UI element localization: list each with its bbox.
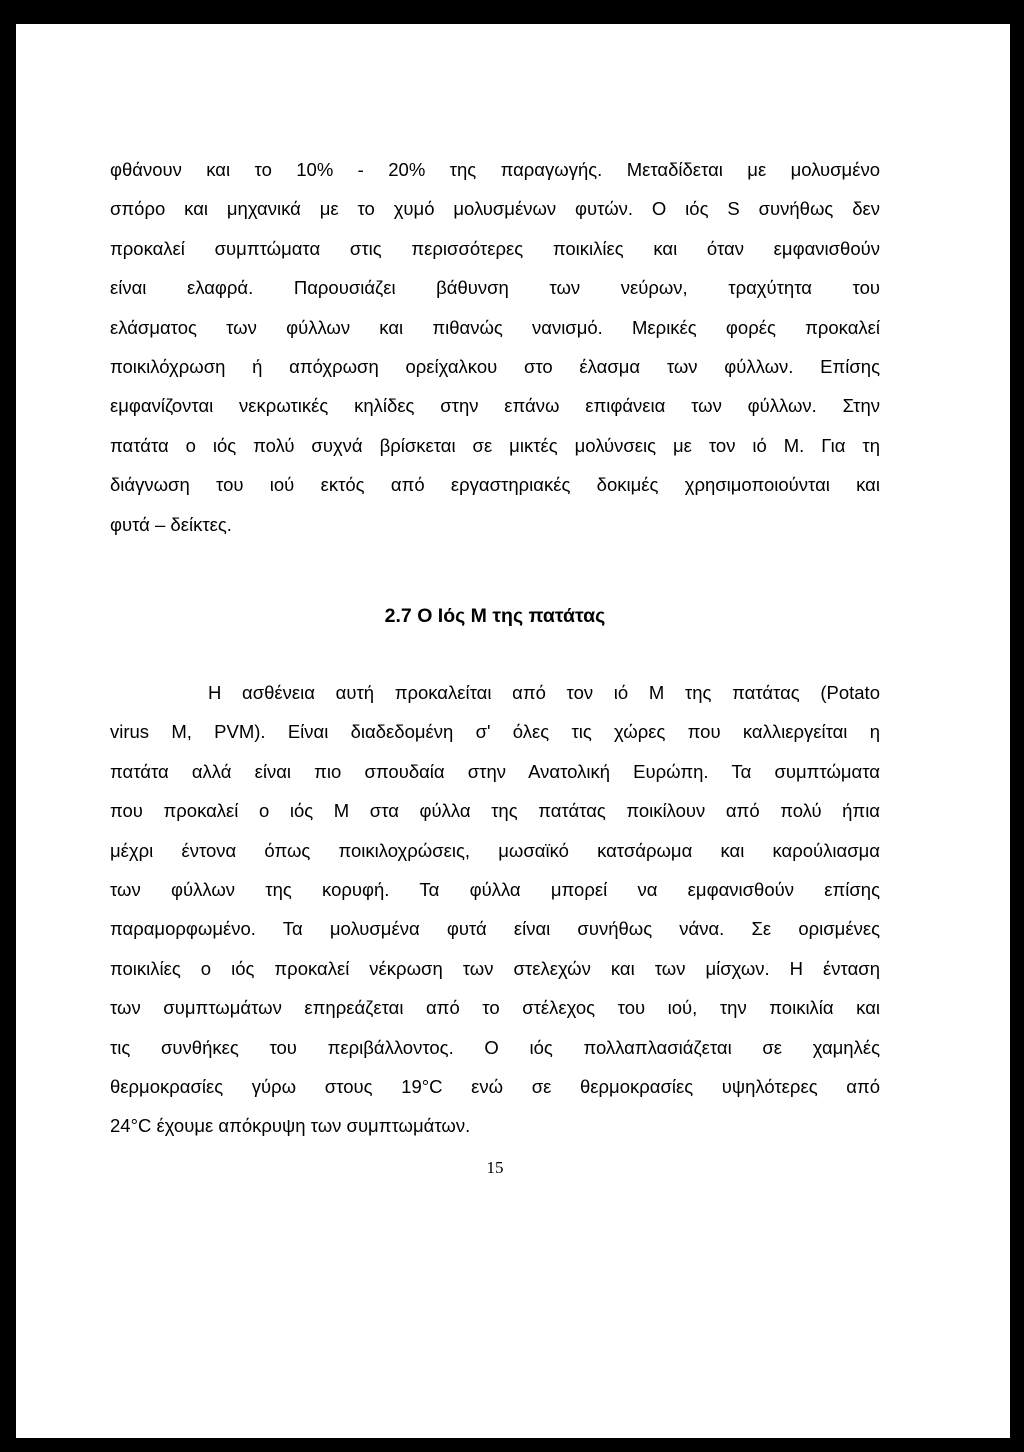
section-heading: 2.7 Ο Ιός Μ της πατάτας [384, 605, 606, 627]
text-line: τις συνθήκες του περιβάλλοντος. Ο ιός πολλαπλασιάζεται σε χαμηλές [110, 1036, 880, 1058]
text-line: εμφανίζονται νεκρωτικές κηλίδες στην επάνω επιφάνεια των φύλλων. Στην [110, 395, 880, 417]
text-line: φθάνουν και το 10% - 20% της παραγωγής. Μεταδίδεται με μολυσμένο [110, 159, 880, 180]
text-line: που προκαλεί ο ιός Μ στα φύλλα της πατάτας ποικίλουν από πολύ ήπια [110, 800, 880, 822]
text-line: προκαλεί συμπτώματα στις περισσότερες ποικιλίες και όταν εμφανισθούν [110, 237, 880, 259]
text-line: μέχρι έντονα όπως ποικιλοχρώσεις, μωσαϊκό κατσάρωμα και καρούλιασμα [110, 839, 880, 861]
text-line: των συμπτωμάτων επηρεάζεται από το στέλεχος του ιού, την ποικιλία και [110, 997, 880, 1019]
text-line: παραμορφωμένο. Τα μολυσμένα φυτά είναι συνήθως νάνα. Σε ορισμένες [110, 918, 880, 940]
text-line: πατάτα αλλά είναι πιο σπουδαία στην Ανατολική Ευρώπη. Τα συμπτώματα [110, 760, 880, 782]
text-line: 24°C έχουμε απόκρυψη των συμπτωμάτων. [110, 1115, 471, 1137]
text-line: διάγνωση του ιού εκτός από εργαστηριακές δοκιμές χρησιμοποιούνται και [110, 474, 880, 496]
text-line: θερμοκρασίες γύρω στους 19°C ενώ σε θερμοκρασίες υψηλότερες από [110, 1075, 880, 1097]
text-line: των φύλλων της κορυφή. Τα φύλλα μπορεί να εμφανισθούν επίσης [110, 878, 880, 900]
text-line: φυτά – δείκτες. [110, 513, 232, 535]
text-line: ποικιλόχρωση ή απόχρωση ορείχαλκου στο έλασμα των φύλλων. Επίσης [110, 355, 880, 377]
paragraph-virus-s [110, 150, 880, 544]
text-line: σπόρο και μηχανικά με το χυμό μολυσμένων φυτών. Ο ιός S συνήθως δεν [110, 198, 880, 220]
text-line: virus M, PVM). Είναι διαδεδομένη σ' όλες τις χώρες που καλλιεργείται η [110, 721, 880, 743]
paragraph-virus-m [110, 673, 880, 1146]
text-line: πατάτα ο ιός πολύ συχνά βρίσκεται σε μικτές μολύνσεις με τον ιό Μ. Για τη [110, 434, 880, 456]
text-line: ποικιλίες ο ιός προκαλεί νέκρωση των στελεχών και των μίσχων. Η ένταση [110, 957, 880, 979]
text-line: Η ασθένεια αυτή προκαλείται από τον ιό Μ της πατάτας (Potato [208, 682, 880, 703]
text-line: είναι ελαφρά. Παρουσιάζει βάθυνση των νεύρων, τραχύτητα του [110, 277, 880, 299]
document-page [16, 24, 1010, 1438]
page-number: 15 [486, 1158, 504, 1177]
text-line: ελάσματος των φύλλων και πιθανώς νανισμό. Μερικές φορές προκαλεί [110, 316, 880, 338]
